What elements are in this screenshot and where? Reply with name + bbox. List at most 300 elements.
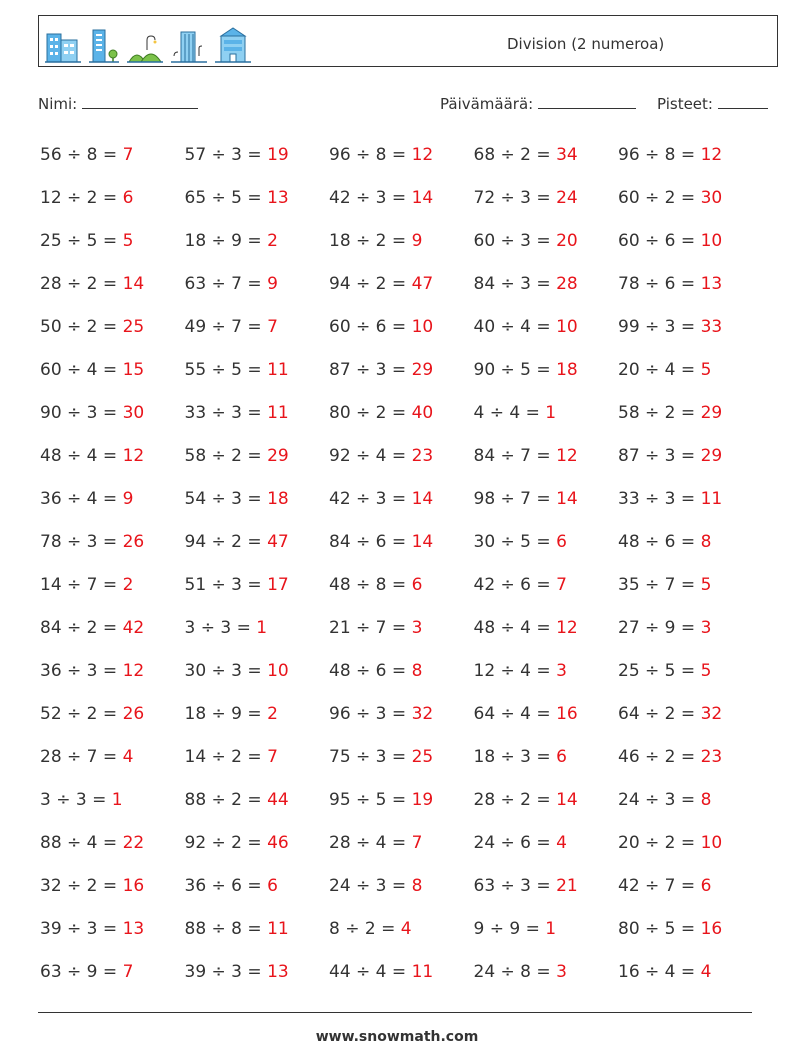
problem-item	[329, 135, 433, 175]
problem-question: 90 ÷ 5 =	[473, 360, 557, 380]
problem-question: 64 ÷ 2 =	[618, 704, 701, 724]
problem-question: 96 ÷ 8 =	[329, 145, 412, 165]
problem-answer: 5	[700, 661, 712, 681]
problem-item	[185, 651, 289, 691]
problem-item	[329, 307, 433, 347]
problem-answer: 16	[700, 919, 723, 939]
problem-question: 48 ÷ 6 =	[618, 532, 701, 552]
problem-answer: 3	[556, 661, 567, 681]
problem-answer: 18	[556, 360, 578, 380]
problem-question: 50 ÷ 2 =	[40, 317, 123, 337]
problem-answer: 11	[267, 360, 289, 380]
problem-question: 18 ÷ 9 =	[184, 704, 268, 724]
problem-answer: 26	[122, 532, 145, 552]
problem-answer: 11	[267, 403, 289, 423]
skyscraper-icon	[171, 26, 207, 64]
problem-answer: 22	[122, 833, 145, 853]
problem-item	[329, 780, 433, 820]
problem-item	[329, 608, 422, 648]
problem-question: 30 ÷ 5 =	[473, 532, 557, 552]
footer-divider	[38, 1012, 752, 1013]
problem-answer: 11	[411, 962, 434, 982]
problem-item	[474, 350, 578, 390]
problem-answer: 6	[122, 188, 134, 208]
problem-item	[329, 393, 433, 433]
problem-answer: 28	[556, 274, 578, 294]
problem-answer: 13	[267, 188, 289, 208]
problem-item	[185, 909, 289, 949]
problem-answer: 5	[700, 575, 712, 595]
problem-question: 27 ÷ 9 =	[618, 618, 701, 638]
problem-item	[185, 178, 289, 218]
problem-answer: 9	[267, 274, 278, 294]
score-field	[657, 94, 768, 113]
problem-answer: 7	[122, 962, 134, 982]
problem-question: 60 ÷ 6 =	[329, 317, 412, 337]
problem-question: 33 ÷ 3 =	[184, 403, 268, 423]
problem-item	[618, 135, 722, 175]
problem-item	[329, 952, 433, 992]
problem-answer: 14	[122, 274, 145, 294]
problem-answer: 1	[545, 919, 557, 939]
problem-question: 46 ÷ 2 =	[618, 747, 701, 767]
problem-answer: 6	[700, 876, 712, 896]
problem-question: 63 ÷ 3 =	[473, 876, 557, 896]
problem-answer: 44	[267, 790, 289, 810]
problem-answer: 9	[411, 231, 423, 251]
problem-question: 60 ÷ 2 =	[618, 188, 701, 208]
problem-item	[329, 737, 433, 777]
problem-item	[618, 522, 711, 562]
problem-question: 35 ÷ 7 =	[618, 575, 701, 595]
problem-question: 42 ÷ 3 =	[329, 489, 412, 509]
problem-question: 16 ÷ 4 =	[618, 962, 701, 982]
problem-item	[185, 565, 289, 605]
date-label: Päivämäärä:	[440, 95, 534, 113]
problem-question: 32 ÷ 2 =	[40, 876, 123, 896]
problem-answer: 3	[556, 962, 567, 982]
problem-answer: 24	[556, 188, 578, 208]
problem-answer: 10	[411, 317, 434, 337]
problem-question: 42 ÷ 7 =	[618, 876, 701, 896]
problem-question: 36 ÷ 6 =	[184, 876, 268, 896]
problem-item	[474, 694, 578, 734]
problem-item	[474, 479, 578, 519]
problem-answer: 32	[411, 704, 434, 724]
problem-answer: 11	[700, 489, 723, 509]
score-label: Pisteet:	[657, 95, 713, 113]
problem-answer: 19	[411, 790, 434, 810]
problem-item	[40, 737, 133, 777]
problem-item	[40, 823, 144, 863]
problem-question: 20 ÷ 2 =	[618, 833, 701, 853]
problem-item	[329, 651, 422, 691]
problem-item	[185, 866, 278, 906]
name-label: Nimi:	[38, 95, 78, 113]
problem-item	[329, 522, 433, 562]
problem-question: 87 ÷ 3 =	[329, 360, 412, 380]
problem-item	[618, 307, 722, 347]
problem-answer: 10	[267, 661, 289, 681]
problem-question: 88 ÷ 2 =	[184, 790, 268, 810]
problem-question: 88 ÷ 8 =	[184, 919, 268, 939]
problem-answer: 29	[700, 446, 723, 466]
problem-answer: 29	[411, 360, 434, 380]
problem-item	[40, 952, 133, 992]
problem-item	[618, 479, 722, 519]
problem-question: 60 ÷ 6 =	[618, 231, 701, 251]
problem-question: 90 ÷ 3 =	[40, 403, 123, 423]
problem-answer: 19	[267, 145, 289, 165]
problem-question: 14 ÷ 2 =	[184, 747, 268, 767]
problem-question: 14 ÷ 7 =	[40, 575, 123, 595]
problem-question: 12 ÷ 4 =	[473, 661, 557, 681]
problem-question: 48 ÷ 4 =	[40, 446, 123, 466]
problem-item	[618, 436, 722, 476]
problem-question: 55 ÷ 5 =	[184, 360, 268, 380]
problem-question: 30 ÷ 3 =	[184, 661, 268, 681]
problem-question: 52 ÷ 2 =	[40, 704, 123, 724]
problem-answer: 14	[556, 489, 578, 509]
problem-answer: 14	[411, 188, 434, 208]
problem-question: 92 ÷ 4 =	[329, 446, 412, 466]
problem-item	[185, 479, 289, 519]
problem-question: 57 ÷ 3 =	[184, 145, 268, 165]
problem-item	[474, 264, 578, 304]
problem-question: 36 ÷ 3 =	[40, 661, 123, 681]
problem-item	[185, 737, 278, 777]
problem-question: 28 ÷ 2 =	[40, 274, 123, 294]
problem-item	[40, 565, 133, 605]
problem-item	[329, 178, 433, 218]
problem-answer: 7	[267, 317, 278, 337]
problem-answer: 5	[122, 231, 134, 251]
problem-question: 63 ÷ 7 =	[184, 274, 268, 294]
problem-question: 68 ÷ 2 =	[473, 145, 557, 165]
problem-item	[40, 350, 144, 390]
problem-question: 87 ÷ 3 =	[618, 446, 701, 466]
problem-item	[40, 909, 144, 949]
problem-item	[185, 823, 289, 863]
problem-item	[474, 737, 567, 777]
problem-answer: 30	[122, 403, 145, 423]
problem-answer: 13	[122, 919, 145, 939]
problem-item	[618, 565, 711, 605]
problem-question: 18 ÷ 3 =	[473, 747, 557, 767]
problem-question: 49 ÷ 7 =	[184, 317, 268, 337]
problem-answer: 16	[556, 704, 578, 724]
problem-answer: 21	[556, 876, 578, 896]
problem-question: 54 ÷ 3 =	[184, 489, 268, 509]
problem-question: 44 ÷ 4 =	[329, 962, 412, 982]
problem-question: 58 ÷ 2 =	[184, 446, 268, 466]
problem-item	[474, 436, 578, 476]
problem-question: 3 ÷ 3 =	[184, 618, 257, 638]
problem-item	[474, 522, 567, 562]
problem-item	[329, 909, 412, 949]
problem-question: 56 ÷ 8 =	[40, 145, 123, 165]
problem-question: 9 ÷ 9 =	[473, 919, 546, 939]
problem-answer: 40	[411, 403, 434, 423]
problem-question: 24 ÷ 3 =	[329, 876, 412, 896]
problem-item	[618, 608, 711, 648]
problem-question: 3 ÷ 3 =	[40, 790, 112, 810]
problem-item	[329, 694, 433, 734]
problem-question: 40 ÷ 4 =	[473, 317, 557, 337]
problem-question: 94 ÷ 2 =	[184, 532, 268, 552]
problem-answer: 2	[122, 575, 134, 595]
problem-answer: 9	[122, 489, 134, 509]
problem-item	[329, 479, 433, 519]
problem-answer: 34	[556, 145, 578, 165]
problem-answer: 32	[700, 704, 723, 724]
problem-question: 80 ÷ 5 =	[618, 919, 701, 939]
problem-item	[474, 651, 567, 691]
problem-question: 94 ÷ 2 =	[329, 274, 412, 294]
problem-question: 33 ÷ 3 =	[618, 489, 701, 509]
problem-question: 72 ÷ 3 =	[473, 188, 557, 208]
problem-question: 39 ÷ 3 =	[184, 962, 268, 982]
problem-item	[40, 436, 144, 476]
problem-answer: 47	[267, 532, 289, 552]
date-field	[440, 94, 636, 113]
problem-question: 28 ÷ 7 =	[40, 747, 123, 767]
problem-item	[185, 522, 289, 562]
problem-item	[40, 866, 144, 906]
problem-item	[618, 737, 722, 777]
problem-answer: 42	[122, 618, 145, 638]
problem-answer: 4	[700, 962, 712, 982]
problem-item	[40, 135, 133, 175]
problem-question: 78 ÷ 3 =	[40, 532, 123, 552]
problem-answer: 33	[700, 317, 723, 337]
problem-item	[40, 780, 123, 820]
problem-item	[185, 608, 268, 648]
problem-question: 12 ÷ 2 =	[40, 188, 123, 208]
problem-item	[474, 221, 578, 261]
problem-item	[40, 522, 144, 562]
problem-question: 84 ÷ 3 =	[473, 274, 557, 294]
problem-answer: 8	[700, 532, 712, 552]
problem-item	[185, 780, 289, 820]
problem-item	[618, 393, 722, 433]
problem-item	[329, 350, 433, 390]
problem-item	[618, 350, 711, 390]
buildings-icon	[45, 26, 81, 64]
problem-item	[474, 780, 578, 820]
problem-answer: 15	[122, 360, 145, 380]
problem-answer: 1	[256, 618, 268, 638]
problem-answer: 2	[267, 704, 278, 724]
problem-answer: 7	[267, 747, 278, 767]
problem-item	[618, 178, 722, 218]
problem-answer: 6	[556, 747, 567, 767]
problem-item	[185, 436, 289, 476]
problem-question: 98 ÷ 7 =	[473, 489, 557, 509]
problem-item	[185, 221, 278, 261]
problem-question: 24 ÷ 3 =	[618, 790, 701, 810]
score-blank[interactable]	[718, 94, 768, 109]
problem-question: 25 ÷ 5 =	[40, 231, 123, 251]
problem-answer: 17	[267, 575, 289, 595]
problem-question: 84 ÷ 6 =	[329, 532, 412, 552]
problem-item	[474, 952, 567, 992]
problem-answer: 8	[700, 790, 712, 810]
worksheet-header	[38, 15, 778, 67]
problem-item	[40, 694, 144, 734]
problem-item	[40, 479, 133, 519]
problem-answer: 25	[122, 317, 145, 337]
problem-answer: 12	[556, 618, 578, 638]
problem-item	[474, 608, 578, 648]
problem-question: 80 ÷ 2 =	[329, 403, 412, 423]
problem-answer: 12	[122, 446, 145, 466]
date-blank[interactable]	[538, 94, 636, 109]
problem-item	[40, 608, 144, 648]
problem-answer: 10	[700, 231, 723, 251]
problem-item	[40, 307, 144, 347]
problem-item	[474, 823, 567, 863]
problem-answer: 25	[411, 747, 434, 767]
problem-item	[185, 952, 289, 992]
problem-question: 63 ÷ 9 =	[40, 962, 123, 982]
problem-question: 24 ÷ 8 =	[473, 962, 557, 982]
problem-answer: 29	[700, 403, 723, 423]
problem-item	[474, 307, 578, 347]
problem-question: 36 ÷ 4 =	[40, 489, 123, 509]
problem-question: 48 ÷ 8 =	[329, 575, 412, 595]
problem-item	[40, 264, 144, 304]
problem-answer: 16	[122, 876, 145, 896]
problem-item	[474, 866, 578, 906]
problem-question: 20 ÷ 4 =	[618, 360, 701, 380]
problem-answer: 7	[122, 145, 134, 165]
header-icons	[45, 22, 251, 64]
problem-question: 18 ÷ 2 =	[329, 231, 412, 251]
problem-answer: 8	[411, 661, 423, 681]
problem-item	[185, 393, 289, 433]
problem-answer: 2	[267, 231, 278, 251]
problem-answer: 10	[700, 833, 723, 853]
office-building-icon	[215, 26, 251, 64]
problem-question: 18 ÷ 9 =	[184, 231, 268, 251]
tower-tree-icon	[89, 26, 119, 64]
problem-answer: 7	[411, 833, 423, 853]
problem-item	[185, 264, 278, 304]
problem-answer: 26	[122, 704, 145, 724]
problem-answer: 18	[267, 489, 289, 509]
problem-question: 75 ÷ 3 =	[329, 747, 412, 767]
problem-answer: 6	[556, 532, 567, 552]
problem-answer: 7	[556, 575, 567, 595]
problem-answer: 12	[411, 145, 434, 165]
problem-item	[618, 952, 711, 992]
problem-answer: 1	[111, 790, 123, 810]
problem-item	[618, 221, 722, 261]
problem-question: 28 ÷ 2 =	[473, 790, 557, 810]
problem-answer: 5	[700, 360, 712, 380]
problem-question: 4 ÷ 4 =	[473, 403, 546, 423]
problem-answer: 4	[122, 747, 134, 767]
problem-answer: 8	[411, 876, 423, 896]
problem-question: 28 ÷ 4 =	[329, 833, 412, 853]
park-icon	[127, 26, 163, 64]
problem-answer: 3	[411, 618, 423, 638]
problem-question: 51 ÷ 3 =	[184, 575, 268, 595]
problem-item	[329, 221, 422, 261]
problem-answer: 30	[700, 188, 723, 208]
problem-item	[618, 909, 722, 949]
name-field	[38, 94, 198, 113]
problem-item	[329, 436, 433, 476]
name-blank[interactable]	[82, 94, 198, 109]
problem-question: 39 ÷ 3 =	[40, 919, 123, 939]
problem-answer: 4	[556, 833, 567, 853]
problem-answer: 23	[700, 747, 723, 767]
problem-answer: 47	[411, 274, 434, 294]
problem-question: 8 ÷ 2 =	[329, 919, 401, 939]
problem-answer: 29	[267, 446, 289, 466]
problem-item	[185, 694, 278, 734]
problem-question: 25 ÷ 5 =	[618, 661, 701, 681]
problem-answer: 23	[411, 446, 434, 466]
problem-item	[185, 350, 289, 390]
problem-question: 42 ÷ 6 =	[473, 575, 557, 595]
problem-question: 92 ÷ 2 =	[184, 833, 268, 853]
problem-item	[185, 307, 278, 347]
problem-item	[329, 866, 422, 906]
problem-answer: 12	[700, 145, 723, 165]
problem-answer: 12	[556, 446, 578, 466]
problem-answer: 10	[556, 317, 578, 337]
problem-answer: 14	[411, 489, 434, 509]
problem-question: 48 ÷ 6 =	[329, 661, 412, 681]
problem-question: 78 ÷ 6 =	[618, 274, 701, 294]
problem-item	[329, 565, 422, 605]
problem-question: 99 ÷ 3 =	[618, 317, 701, 337]
problem-item	[618, 694, 722, 734]
problem-item	[40, 393, 144, 433]
problem-question: 60 ÷ 3 =	[473, 231, 557, 251]
problem-question: 21 ÷ 7 =	[329, 618, 412, 638]
problem-question: 58 ÷ 2 =	[618, 403, 701, 423]
problem-answer: 3	[700, 618, 712, 638]
problem-question: 48 ÷ 4 =	[473, 618, 557, 638]
problem-item	[474, 135, 578, 175]
problem-item	[618, 651, 711, 691]
problem-question: 24 ÷ 6 =	[473, 833, 557, 853]
problem-question: 60 ÷ 4 =	[40, 360, 123, 380]
problem-item	[618, 866, 711, 906]
problem-question: 88 ÷ 4 =	[40, 833, 123, 853]
problem-question: 84 ÷ 2 =	[40, 618, 123, 638]
problem-answer: 13	[267, 962, 289, 982]
problem-item	[40, 651, 144, 691]
problem-item	[618, 780, 711, 820]
problem-question: 96 ÷ 3 =	[329, 704, 412, 724]
problem-answer: 6	[411, 575, 423, 595]
footer-url: www.snowmath.com	[315, 1029, 479, 1045]
problem-answer: 14	[411, 532, 434, 552]
problem-question: 64 ÷ 4 =	[473, 704, 557, 724]
problem-item	[474, 909, 557, 949]
problem-item	[474, 565, 567, 605]
problem-answer: 46	[267, 833, 289, 853]
problem-answer: 14	[556, 790, 578, 810]
problem-answer: 13	[700, 274, 723, 294]
problem-question: 42 ÷ 3 =	[329, 188, 412, 208]
problem-item	[329, 823, 422, 863]
